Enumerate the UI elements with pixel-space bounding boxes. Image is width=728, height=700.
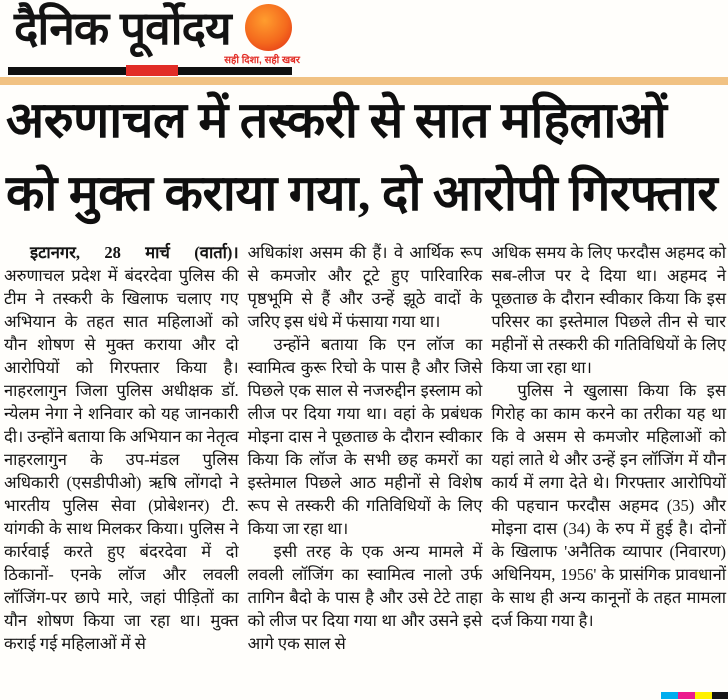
- dateline: इटानगर, 28 मार्च (वार्ता)।: [30, 243, 239, 262]
- article-body: [4, 241, 726, 693]
- article-column-3: [491, 241, 726, 693]
- print-color-bar: [661, 692, 728, 699]
- article-paragraph: पुलिस ने खुलासा किया कि इस गिरोह का काम करने का तरीका यह था कि वे असम से कमजोर महिलाओं को यहां लाते थे और उन्हें इन लॉजिंग में यौन कार्य में लगा देते थे। गिरफ्तार आरोपियों की पहचान फरदौस अहमद (35) और मोइना दास (34) के रुप में हुई है। दोनों के खिलाफ 'अनैतिक व्यापार (निवारण) अधिनियम, 1956' के प्रासंगिक प्रावधानों के साथ ही अन्य कानूनों के तहत मामला दर्ज किया गया है।: [491, 381, 727, 630]
- masthead: [0, 0, 728, 90]
- color-swatch-yellow: [695, 692, 712, 699]
- article-column-1: [4, 241, 239, 693]
- headline-line-1: अरुणाचल में तस्करी से सात महिलाओं: [6, 92, 667, 148]
- article-paragraph: [4, 241, 239, 655]
- article-column-2: [248, 241, 483, 693]
- paragraph-text: अरुणाचल प्रदेश में बंदरदेवा पुलिस की टीम ने तस्करी के खिलाफ चलाए गए अभियान के तहत सात महिलाओं को यौन शोषण से मुक्त कराया और दो आरोपियों को गिरफ्तार किया है। नाहरलागुन जिला पुलिस अधीक्षक डॉ. न्येलम नेगा ने शनिवार को यह जानकारी दी। उन्होंने बताया कि अभियान का नेतृत्व नाहरलागुन के उप-मंडल पुलिस अधिकारी (एसडीपीओ) ऋषि लोंगदो ने भारतीय पुलिस सेवा (प्रोबेशनर) टी. यांगकी के साथ मिलकर किया। पुलिस ने कार्रवाई करते हुए बंदरदेवा में दो ठिकानों- एनके लॉज और लवली लॉजिंग-पर छापे मारे, जहां पीड़ितों का यौन शोषण किया जा रहा था। मुक्त कराई गई महिलाओं में से: [4, 266, 239, 653]
- article-paragraph: अधिकांश असम की हैं। वे आर्थिक रूप से कमजोर और टूटे हुए पारिवारिक पृष्ठभूमि से हैं और उन्हें झूठे वादों के जरिए इस धंधे में फंसाया गया था।: [247, 243, 483, 331]
- article-headline: [6, 84, 726, 230]
- article-paragraph: इसी तरह के एक अन्य मामले में लवली लॉजिंग का स्वामित्व नालो उर्फ तागिन बैदो के पास है और उसे टेटे ताहा को लीज पर दिया गया था और उसने इसे आगे एक साल से: [247, 542, 483, 653]
- masthead-logo: दैनिक पूर्वोदय: [14, 2, 231, 54]
- masthead-badge: [126, 65, 178, 76]
- masthead-tagline: सही दिशा, सही खबर: [224, 55, 300, 66]
- article-paragraph: उन्होंने बताया कि एन लॉज का स्वामित्व कुरू रिचो के पास है और जिसे पिछले एक साल से नजरुद्दीन इस्लाम को लीज पर दिया गया था। वहां के प्रबंधक मोइना दास ने पूछताछ के दौरान स्वीकार किया कि लॉज के सभी छह कमरों का इस्तेमाल पिछले आठ महीनों से विशेष रूप से तस्करी की गतिविधियों के लिए किया जा रहा था।: [247, 335, 483, 538]
- sun-icon: [245, 4, 292, 51]
- article-paragraph: अधिक समय के लिए फरदौस अहमद को सब-लीज पर दे दिया था। अहमद ने पूछताछ के दौरान स्वीकार किया कि इस परिसर का इस्तेमाल पिछले तीन से चार महीनों से तस्करी की गतिविधियों के लिए किया जा रहा था।: [491, 243, 727, 377]
- color-swatch-cyan: [661, 692, 678, 699]
- color-swatch-black: [712, 692, 728, 699]
- color-swatch-magenta: [678, 692, 695, 699]
- headline-line-2: को मुक्त कराया गया, दो आरोपी गिरफ्तार: [6, 165, 718, 221]
